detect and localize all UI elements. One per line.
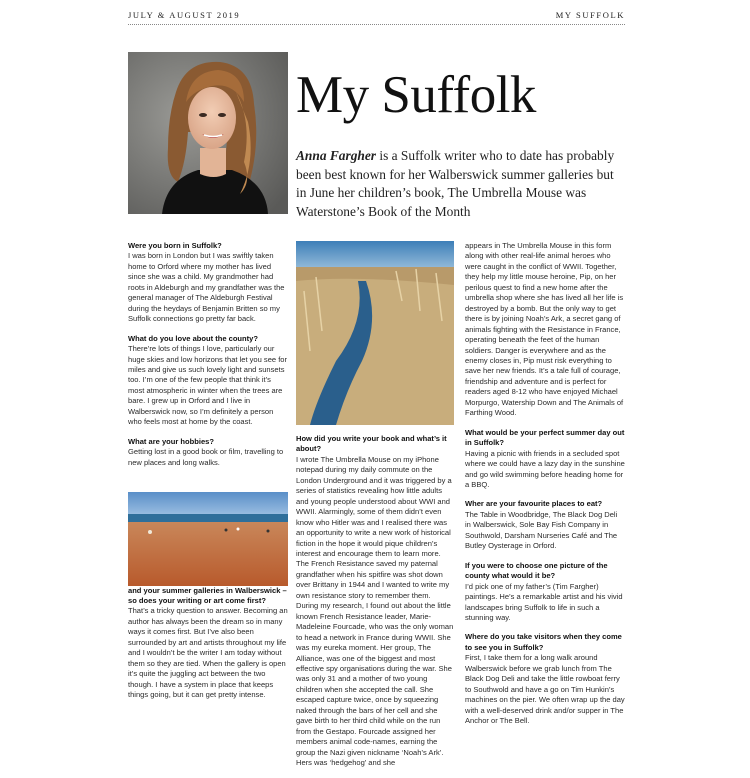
header-divider	[128, 24, 625, 25]
answer: I wrote The Umbrella Mouse on my iPhone notepad during my daily commute on the London Underground and it was triggered by a series of statistics revealing how little adults and young people understood about WWI and WWII. Alarmingly, some of them didn’t even know who Hitler was and I realised there was an opportunity to write a new work of historical fiction in the hope it would pique children’s interest and encourage them to learn more. The French Resistance saved my paternal grandfather when his spitfire was shot down over Brittany in 1944 and I wanted to write my own resistance story to remember them. During my research, I found out about the little known French Resistance leader, Marie-Madeleine Fourcade, who was the only woman to head a network in France during WWII. She was my eureka moment. Her group, The Alliance, was one of the biggest and most effective spy organisations during the war. She was only 31 and a mother of two young children when she accepted the call. She escaped capture twice, once by squeezing naked through the bars of her cell and she gave birth to her third child while on the run from the Gestapo. Fourcade assigned her members animal code-names, earning the group the Nazi given nickname ‘Noah’s Ark’. Hers was ‘hedgehog’ and she	[296, 454, 454, 768]
answer: I was born in London but I was swiftly taken home to Orford where my mother has lived since she was a child. My grandmother had roots in Aldeburgh and my grandfather was the general manager of The Aldeburgh Festival during the heydays of Benjamin Britten so my Suffolk connections go pretty far back.	[128, 251, 285, 324]
question: What would be your perfect summer day out in Suffolk?	[465, 427, 625, 448]
question: Wher are your favourite places to eat?	[465, 499, 603, 509]
column-3	[465, 241, 625, 735]
issue-date: JULY & AUGUST 2019	[128, 10, 241, 20]
reeds-photo	[296, 241, 454, 425]
section-name: MY SUFFOLK	[555, 10, 625, 20]
standfirst-text: is a Suffolk writer who to date has probably been best known for her Walberswick summer galleries but in June her children’s book, The Umbrella Mouse was Waterstone’s Book of the Month	[296, 148, 615, 219]
standfirst	[296, 147, 626, 221]
page-title: My Suffolk	[296, 66, 536, 124]
question: and your summer galleries in Walberswick – so does your writing or art come first?	[128, 585, 287, 605]
question: What are your hobbies?	[128, 436, 214, 446]
page-header	[128, 10, 625, 24]
answer: Getting lost in a good book or film, travelling to new places and long walks.	[128, 447, 284, 467]
answer: appears in The Umbrella Mouse in this form along with other real-life animal heroes who were caught in the conflict of WWII. Together, they help my little mouse heroine, Pip, on her perilous quest to find a new home after the umbrella shop where she has lived all her life is destroyed by a bomb. But the only way to get there is by joining Noah’s Ark, a secret gang of animals fighting with the Resistance in France, operating beneath the feet of the human soldiers. Danger is everywhere and as the enemy closes in, Pip must risk everything to save her new friends. It’s a tale full of courage, friendship and adventure and is perfect for readers aged 8-12 who have enjoyed Michael Morpurgo, Watership Down and The Animals of Farthing Wood.	[465, 241, 624, 418]
answer: I’d pick one of my father’s (Tim Fargher) paintings. He’s a remarkable artist and his vivid landscapes bring Suffolk to life in such a stunning way.	[465, 581, 623, 622]
question: Were you born in Suffolk?	[128, 241, 222, 250]
column-2	[296, 434, 454, 778]
beach-photo	[128, 492, 288, 586]
question: If you were to choose one picture of the county what would it be?	[465, 560, 608, 581]
question: What do you love about the county?	[128, 333, 258, 343]
question: How did you write your book and what’s it about?	[296, 434, 447, 454]
answer: The Table in Woodbridge, The Black Dog Deli in Walberswick, Sole Bay Fish Company in Southwold, Darsham Nurseries Café and The Butley Oysterage in Orford.	[465, 509, 618, 551]
column-1	[128, 241, 288, 710]
answer: That’s a tricky question to answer. Becoming an author has always been the dream so in many ways it comes first. But I’ve also been surrounded by art and artists throughout my life and I wouldn’t be the writer I am today without them so they are tied. When the gallery is open it’s quite the juggling act between the two though. I have a system in place that keeps things going, but it can get pretty intense.	[128, 606, 288, 700]
answer: There’re lots of things I love, particularly our huge skies and low horizons that let you see for miles and give us such lovely light and sunsets too. I’m one of the few people that think it’s most atmospheric in winter when the trees are bare. I grew up in Orford and I live in Walberswick now, so I’m definitely a person who feels most at home by the coast.	[128, 344, 287, 427]
portrait-photo	[128, 52, 288, 214]
author-name: Anna Fargher	[296, 148, 377, 163]
answer: Having a picnic with friends in a secluded spot where we could have a lazy day in the sunshine and go wild swimming before heading home for a BBQ.	[465, 448, 625, 489]
question: Where do you take visitors when they come to see you in Suffolk?	[465, 632, 622, 652]
answer: First, I take them for a long walk around Walberswick before we grab lunch from The Black Dog Deli and take the little rowboat ferry to Southwold and have a go on Tim Hunkin’s machines on the pier. We often wrap up the day with a well-deserved drink and/or supper in The Anchor or The Bell.	[465, 653, 625, 726]
